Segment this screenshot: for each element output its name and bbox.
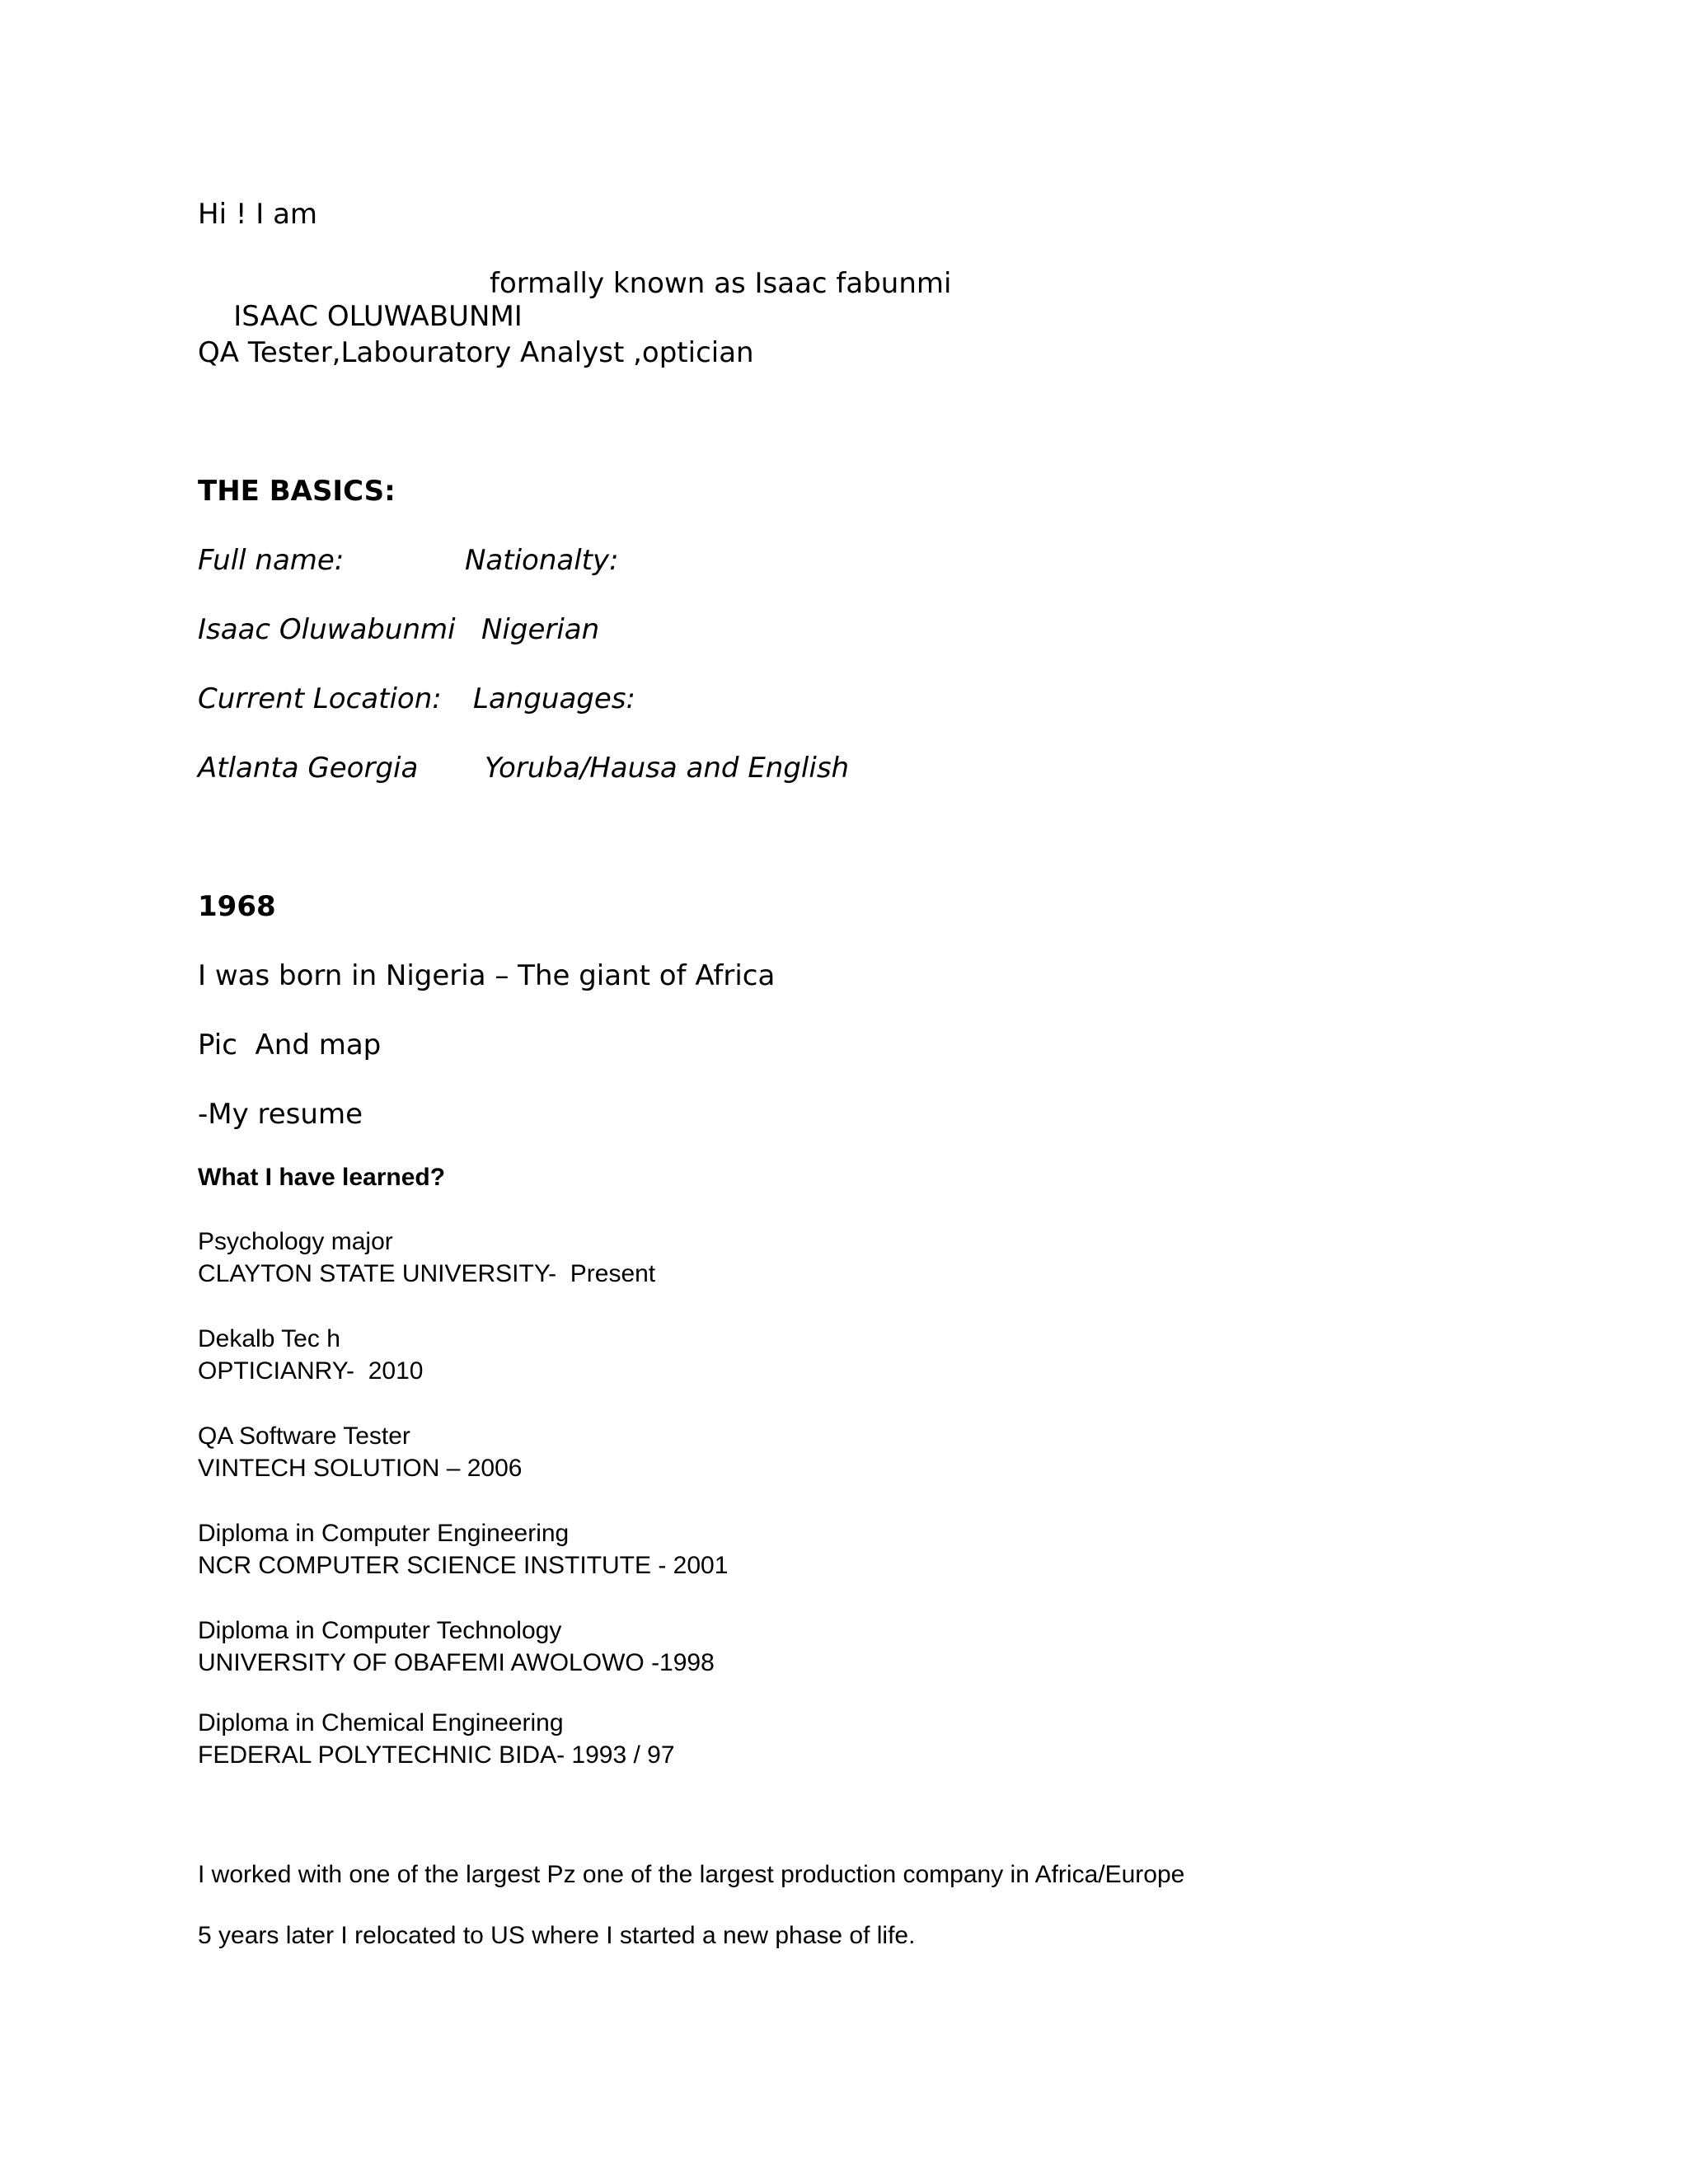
full-name-label: Full name: bbox=[198, 544, 345, 577]
birth-year: 1968 bbox=[198, 890, 276, 923]
basics-heading: THE BASICS: bbox=[198, 475, 396, 508]
education-detail: NCR COMPUTER SCIENCE INSTITUTE - 2001 bbox=[198, 1552, 729, 1579]
full-name-value: Isaac Oluwabunmi bbox=[198, 613, 456, 646]
nationality-value: Nigerian bbox=[481, 613, 600, 646]
learned-heading: What I have learned? bbox=[198, 1164, 446, 1191]
nationality-label: Nationalty: bbox=[465, 544, 619, 577]
full-name-heading: ISAAC OLUWABUNMI bbox=[233, 300, 523, 333]
birth-text: I was born in Nigeria – The giant of Africa bbox=[198, 959, 776, 992]
education-detail: CLAYTON STATE UNIVERSITY- Present bbox=[198, 1260, 656, 1287]
greeting: Hi ! I am bbox=[198, 198, 318, 231]
pic-note: Pic And map bbox=[198, 1029, 382, 1062]
education-title: Diploma in Computer Technology bbox=[198, 1617, 562, 1644]
work-history-text: I worked with one of the largest Pz one of the largest production company in Africa/Europe bbox=[198, 1861, 1185, 1888]
aka-text: formally known as Isaac fabunmi bbox=[490, 267, 952, 300]
location-value: Atlanta Georgia bbox=[198, 752, 419, 785]
education-detail: OPTICIANRY- 2010 bbox=[198, 1357, 424, 1385]
roles-line: QA Tester,Labouratory Analyst ,optician bbox=[198, 336, 754, 369]
education-detail: VINTECH SOLUTION – 2006 bbox=[198, 1455, 523, 1482]
education-detail: UNIVERSITY OF OBAFEMI AWOLOWO -1998 bbox=[198, 1649, 715, 1676]
education-detail: FEDERAL POLYTECHNIC BIDA- 1993 / 97 bbox=[198, 1741, 675, 1769]
relocation-text: 5 years later I relocated to US where I started a new phase of life. bbox=[198, 1922, 916, 1949]
education-title: Diploma in Chemical Engineering bbox=[198, 1709, 564, 1736]
education-title: QA Software Tester bbox=[198, 1422, 410, 1450]
education-title: Dekalb Tec h bbox=[198, 1325, 340, 1352]
languages-value: Yoruba/Hausa and English bbox=[485, 752, 850, 785]
location-label: Current Location: bbox=[198, 682, 442, 715]
resume-note: -My resume bbox=[198, 1098, 363, 1131]
education-title: Diploma in Computer Engineering bbox=[198, 1520, 570, 1547]
education-title: Psychology major bbox=[198, 1228, 393, 1255]
languages-label: Languages: bbox=[473, 682, 635, 715]
